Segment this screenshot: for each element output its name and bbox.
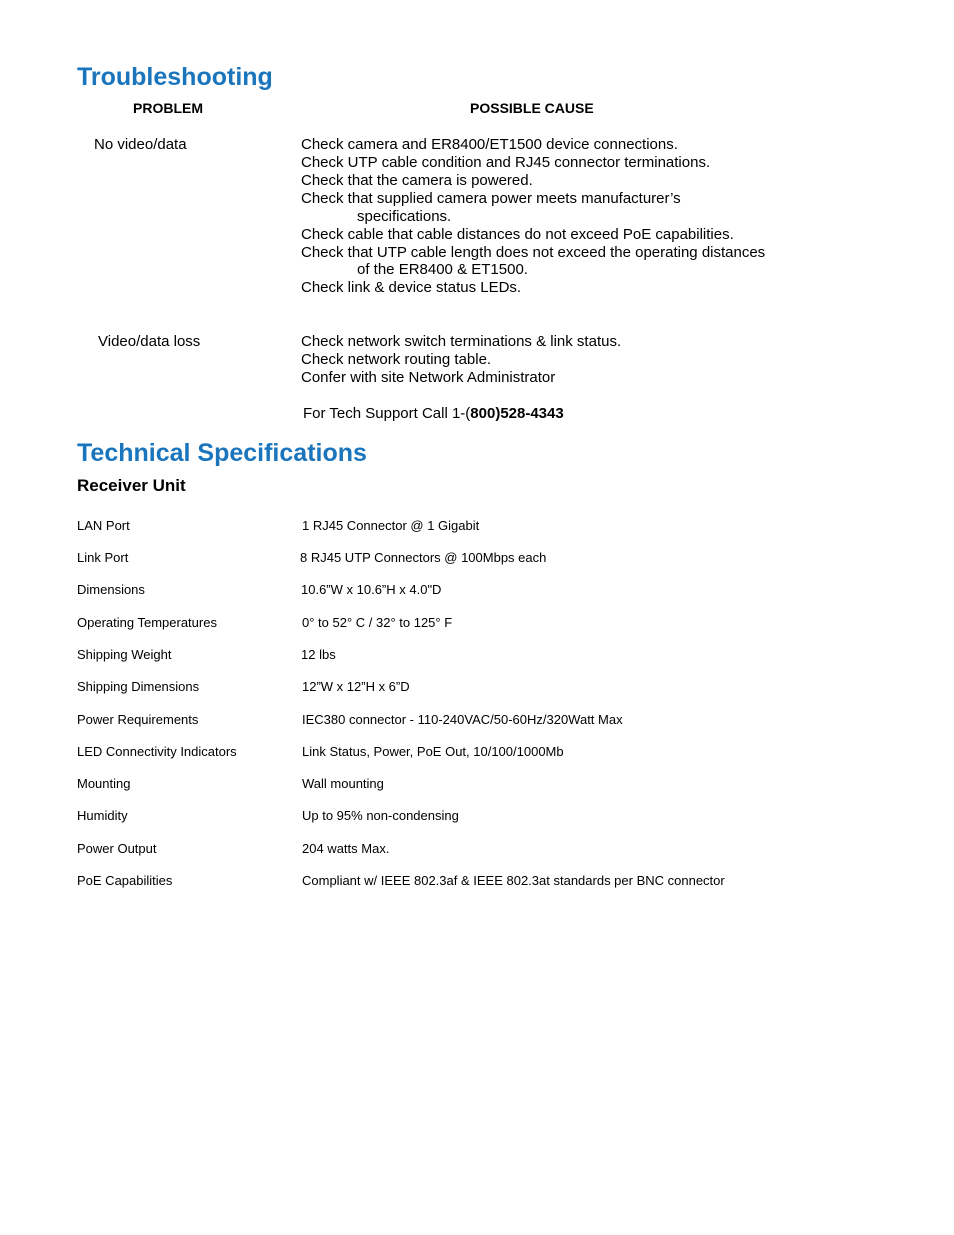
cause-item: Check network routing table. <box>301 351 492 368</box>
cause-item: Check that supplied camera power meets manufacturer’s <box>301 190 681 207</box>
problem-label: Video/data loss <box>98 333 201 350</box>
tech-support-number: 800)528-4343 <box>470 405 564 422</box>
spec-label: Operating Temperatures <box>77 615 217 630</box>
spec-label: Dimensions <box>77 582 145 597</box>
spec-label: Power Requirements <box>77 712 199 727</box>
spec-label: LED Connectivity Indicators <box>77 744 237 759</box>
cause-item: Check network switch terminations & link status. <box>301 333 622 350</box>
spec-value: Link Status, Power, PoE Out, 10/100/1000Mb <box>302 744 564 759</box>
spec-value: 10.6”W x 10.6”H x 4.0"D <box>301 582 442 597</box>
spec-value: 12”W x 12”H x 6”D <box>302 679 410 694</box>
spec-label: Link Port <box>77 550 129 565</box>
tech-support-prefix: For Tech Support Call 1-( <box>303 405 471 422</box>
spec-label: Shipping Weight <box>77 647 172 662</box>
cause-item: Confer with site Network Administrator <box>301 369 556 386</box>
spec-label: PoE Capabilities <box>77 873 173 888</box>
spec-value: 1 RJ45 Connector @ 1 Gigabit <box>302 518 480 533</box>
problem-column-header: PROBLEM <box>133 100 203 116</box>
cause-list <box>301 333 861 393</box>
cause-list <box>301 136 861 306</box>
spec-value: 12 lbs <box>301 647 336 662</box>
specs-subtitle: Receiver Unit <box>77 476 186 495</box>
cause-item: specifications. <box>357 208 452 225</box>
cause-item: Check link & device status LEDs. <box>301 279 522 296</box>
spec-label: Humidity <box>77 808 128 823</box>
spec-label: LAN Port <box>77 518 130 533</box>
spec-value: IEC380 connector - 110-240VAC/50-60Hz/320Watt Max <box>302 712 623 727</box>
troubleshooting-title: Troubleshooting <box>77 63 273 91</box>
spec-value: Wall mounting <box>302 776 384 791</box>
spec-value: Compliant w/ IEEE 802.3af & IEEE 802.3at standards per BNC connector <box>302 873 725 888</box>
spec-value: 8 RJ45 UTP Connectors @ 100Mbps each <box>300 550 547 565</box>
problem-label: No video/data <box>94 136 187 153</box>
spec-label: Mounting <box>77 776 131 791</box>
cause-item: of the ER8400 & ET1500. <box>357 261 528 278</box>
spec-label: Power Output <box>77 841 157 856</box>
cause-item: Check camera and ER8400/ET1500 device connections. <box>301 136 678 153</box>
cause-column-header: POSSIBLE CAUSE <box>470 100 594 116</box>
spec-value: Up to 95% non-condensing <box>302 808 459 823</box>
spec-value: 204 watts Max. <box>302 841 390 856</box>
spec-value: 0° to 52° C / 32° to 125° F <box>302 615 453 630</box>
cause-item: Check that UTP cable length does not exceed the operating distances <box>301 244 766 261</box>
spec-label: Shipping Dimensions <box>77 679 200 694</box>
specs-title: Technical Specifications <box>77 439 367 467</box>
cause-item: Check cable that cable distances do not exceed PoE capabilities. <box>301 226 734 243</box>
tech-support-line <box>303 405 564 422</box>
cause-item: Check UTP cable condition and RJ45 connector terminations. <box>301 154 711 171</box>
cause-item: Check that the camera is powered. <box>301 172 533 189</box>
